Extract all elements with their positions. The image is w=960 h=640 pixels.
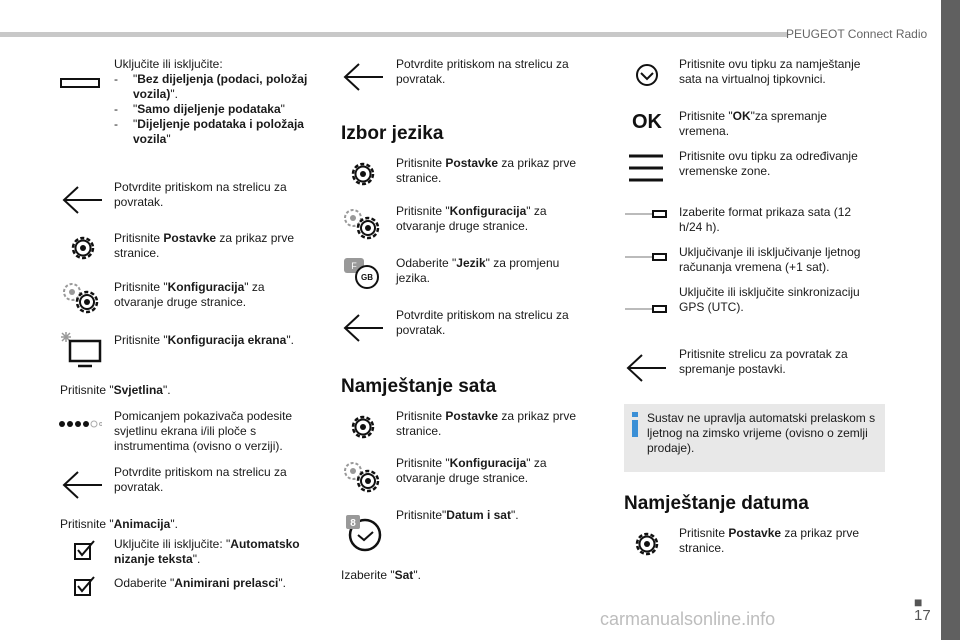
slider-icon: [58, 419, 102, 429]
flag-f-label: F: [351, 261, 357, 271]
ok-icon: OK: [632, 111, 662, 133]
gps-text: Uključite ili isključite sinkronizaciju GPS (UTC).: [679, 285, 860, 314]
language-flag-icon: [342, 256, 382, 290]
back-arrow-icon: [341, 61, 385, 93]
config-gears-icon: [341, 206, 385, 244]
page-number: 17: [914, 607, 931, 624]
info-icon: [631, 412, 639, 438]
gear-icon: [347, 158, 379, 190]
toggle-icon: [625, 210, 667, 218]
gear-icon: [347, 411, 379, 443]
back-text-1: Potvrdite pritiskom na strelicu za povratak.: [114, 180, 287, 209]
back-text-2: Potvrdite pritiskom na strelicu za povratak.: [114, 465, 287, 494]
time-heading: Namještanje sata: [341, 376, 497, 397]
config-text-1: Pritisnite "Konfiguracija" za otvaranje druge stranice.: [114, 280, 265, 309]
clock-icon: [344, 513, 384, 553]
format-text: Izaberite format prikaza sata (12 h/24 h).: [679, 205, 852, 234]
back-arrow-icon: [60, 184, 104, 216]
toggle-option-1: Bez dijeljenja (podaci, položaj vozila): [133, 72, 308, 101]
toggle-block: Uključite ili isključite: - "Bez dijeljenja (podaci, položaj vozila)". - "Samo dijeljenje podataka" - "Dijeljenje podataka i položaja vozila": [114, 57, 319, 147]
back-arrow-icon: [60, 469, 104, 501]
back-arrow-icon: [624, 352, 668, 384]
settings-text-1: Pritisnite Postavke za prikaz prve stranice.: [114, 231, 295, 260]
lang-back-text: Potvrdite pritiskom na strelicu za povratak.: [396, 308, 569, 337]
screen-config-text: Pritisnite "Konfiguracija ekrana".: [114, 333, 294, 347]
toggle-option-3: Dijeljenje podataka i položaja vozila: [133, 117, 304, 146]
footer-dot: ■: [914, 594, 923, 610]
top-rule: [0, 32, 788, 37]
watermark: carmanualsonline.info: [600, 609, 776, 629]
checkbox-icon: [74, 576, 96, 596]
save-back-text: Pritisnite strelicu za povratak za spremanje postavki.: [679, 347, 848, 376]
side-tab: [941, 0, 960, 640]
toggle-icon: [60, 78, 100, 88]
date-settings-text: Pritisnite Postavke za prikaz prve stranice.: [679, 526, 860, 555]
autoscroll-text: Uključite ili isključite: "Automatsko nizanje teksta".: [114, 537, 300, 566]
animation-text: Pritisnite "Animacija".: [60, 517, 178, 531]
slider-text: Pomicanjem pokazivača podesite svjetlinu ekrana i/ili ploče s instrumentima (ovisno o verziji).: [114, 409, 293, 453]
dst-text: Uključivanje ili isključivanje ljetnog računanja vremena (+1 sat).: [679, 245, 861, 274]
keyboard-chevron-icon: [631, 64, 663, 86]
date-time-text: Pritisnite"Datum i sat".: [396, 508, 519, 522]
toggle-intro: Uključite ili isključite:: [114, 57, 223, 71]
back-text-top: Potvrdite pritiskom na strelicu za povratak.: [396, 57, 569, 86]
keyboard-text: Pritisnite ovu tipku za namještanje sata na virtualnoj tipkovnici.: [679, 57, 861, 86]
menu-icon: [627, 152, 665, 184]
ok-text: Pritisnite "OK"za spremanje vremena.: [679, 109, 827, 138]
clock-badge: 8: [350, 518, 356, 529]
transitions-text: Odaberite "Animirani prelasci".: [114, 576, 286, 590]
time-config-text: Pritisnite "Konfiguracija" za otvaranje druge stranice.: [396, 456, 547, 485]
lang-select-text: Odaberite "Jezik" za promjenu jezika.: [396, 256, 560, 285]
time-settings-text: Pritisnite Postavke za prikaz prve stranice.: [396, 409, 577, 438]
screen-brightness-icon: [58, 330, 104, 370]
info-box: [624, 404, 885, 472]
time-zone-text: Pritisnite ovu tipku za određivanje vremenske zone.: [679, 149, 858, 178]
brightness-text: Pritisnite "Svjetlina".: [60, 383, 171, 397]
config-gears-icon: [60, 280, 104, 318]
flag-gb-label: GB: [361, 273, 373, 282]
lang-settings-text: Pritisnite Postavke za prikaz prve stranice.: [396, 156, 577, 185]
info-text: Sustav ne upravlja automatski prelaskom s ljetnog na zimsko vrijeme (ovisno o zemlji prodaje).: [647, 411, 876, 455]
gear-icon: [67, 232, 99, 264]
lang-config-text: Pritisnite "Konfiguracija" za otvaranje druge stranice.: [396, 204, 547, 233]
select-hour-text: Izaberite "Sat".: [341, 568, 421, 582]
toggle-icon: [625, 253, 667, 261]
toggle-icon: [625, 305, 667, 313]
gear-icon: [631, 528, 663, 560]
date-heading: Namještanje datuma: [624, 493, 809, 514]
checkbox-icon: [74, 540, 96, 560]
back-arrow-icon: [341, 312, 385, 344]
language-heading: Izbor jezika: [341, 123, 444, 144]
header-title: PEUGEOT Connect Radio: [786, 27, 928, 41]
toggle-option-2: Samo dijeljenje podataka: [137, 102, 281, 116]
config-gears-icon: [341, 459, 385, 497]
